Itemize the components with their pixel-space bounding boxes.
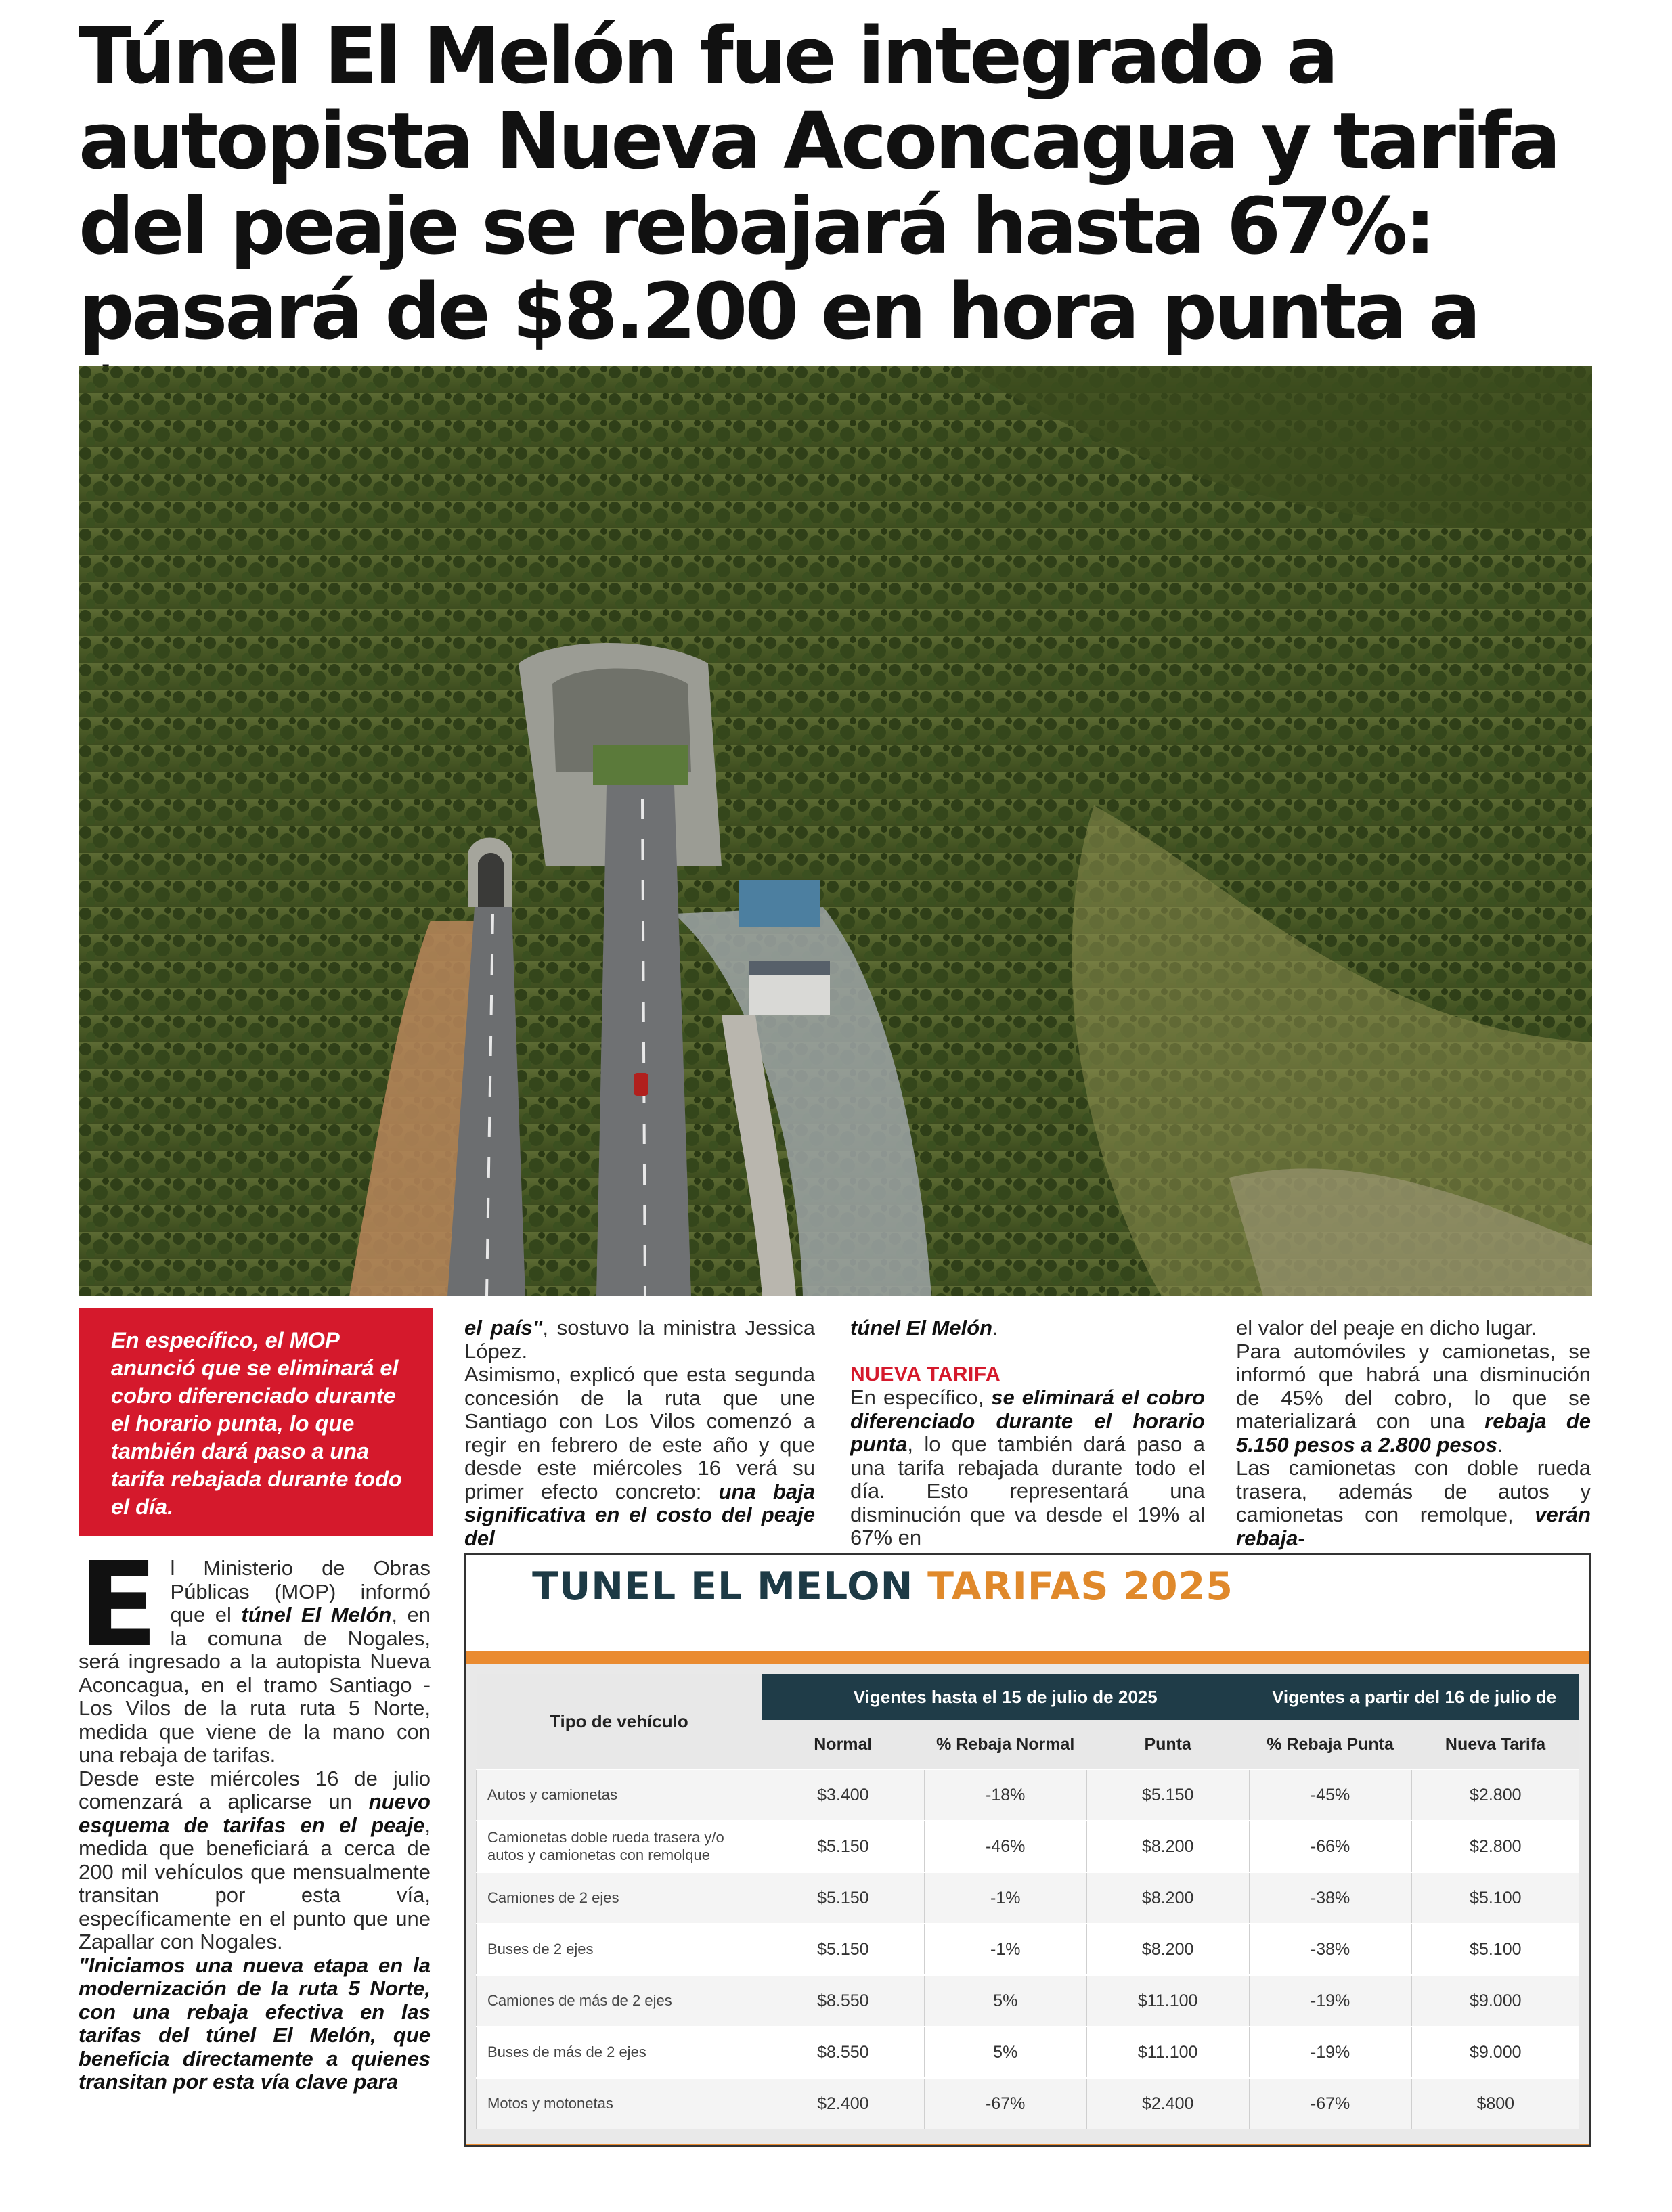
table-row: [477, 1821, 1580, 1872]
cell-vehicle: Autos y camionetas: [477, 1769, 762, 1821]
tunnel-aerial-illustration: [79, 366, 1592, 1296]
col4-emphasis: rebaja de 5.150 pesos a 2.800 pesos: [1236, 1409, 1591, 1457]
section-kicker: NUEVA TARIFA: [850, 1363, 1001, 1386]
header-rebaja-punta: % Rebaja Punta: [1249, 1720, 1411, 1769]
cell-rebaja-normal: -67%: [924, 2078, 1086, 2129]
cell-vehicle: Camiones de 2 ejes: [477, 1872, 762, 1924]
fares-title-part-1: TUNEL EL MELON: [532, 1564, 914, 1609]
col2-emphasis: una baja significativa en el costo del peaje del: [464, 1479, 815, 1550]
cell-normal: $5.150: [762, 1924, 924, 1975]
headline: Túnel El Melón fue integrado a autopista Nueva Aconcagua y tarifa del peaje se rebajará hasta 67%: pasará de $8.200 en hora punta a: [79, 11, 1558, 357]
col2-emphasis: el país": [464, 1316, 543, 1340]
cell-rebaja-punta: -45%: [1249, 1769, 1411, 1821]
fares-title-part-2: TARIFAS 2025: [927, 1564, 1233, 1609]
col4-emphasis: verán rebaja-: [1236, 1503, 1591, 1550]
cell-rebaja-punta: -66%: [1249, 1821, 1411, 1872]
col1-emphasis: nuevo esquema de tarifas en el peaje: [79, 1790, 431, 1837]
article-column-2: [464, 1317, 815, 1550]
cell-normal: $2.400: [762, 2078, 924, 2129]
cell-rebaja-normal: 5%: [924, 2027, 1086, 2078]
table-row: [477, 1872, 1580, 1924]
col2-text: Asimismo, explicó que esta segunda concesión de la ruta que une Santiago con Los Vilos comenzó a regir en febrero de este año y que desde este miércoles 16 verá su primer efecto concreto:: [464, 1363, 815, 1503]
cell-punta: $8.200: [1086, 1924, 1249, 1975]
cell-nueva-tarifa: $5.100: [1411, 1924, 1579, 1975]
col4-text: .: [1497, 1432, 1503, 1457]
header-nueva-tarifa: Nueva Tarifa: [1411, 1720, 1579, 1769]
table-row: [477, 2027, 1580, 2078]
col3-emphasis: túnel El Melón: [850, 1316, 993, 1340]
fares-table-box: [464, 1553, 1591, 2147]
cell-rebaja-normal: -46%: [924, 1821, 1086, 1872]
col1-emphasis: túnel El Melón: [241, 1603, 392, 1627]
cell-normal: $8.550: [762, 1975, 924, 2027]
article-column-4: [1236, 1317, 1591, 1550]
cell-punta: $8.200: [1086, 1872, 1249, 1924]
cell-punta: $11.100: [1086, 1975, 1249, 2027]
col1-text: , medida que beneficiará a cerca de 200 mil vehículos que mensualmente transitan por esta vía, específicamente en el punto que une Zapallar con Nogales.: [79, 1813, 431, 1953]
col1-text: Desde este miércoles 16 de julio comenzará a aplicarse un: [79, 1766, 431, 1813]
cell-rebaja-normal: 5%: [924, 1975, 1086, 2027]
cell-vehicle: Camiones de más de 2 ejes: [477, 1975, 762, 2027]
cell-rebaja-normal: -1%: [924, 1924, 1086, 1975]
cell-normal: $5.150: [762, 1872, 924, 1924]
cell-punta: $5.150: [1086, 1769, 1249, 1821]
minister-quote: "Iniciamos una nueva etapa en la modernización de la ruta 5 Norte, con una rebaja efectiva en las tarifas del túnel El Melón, que beneficia directamente a quienes transitan por esta vía clave para: [79, 1953, 431, 2094]
article-column-3: [850, 1317, 1205, 1550]
cell-nueva-tarifa: $2.800: [1411, 1821, 1579, 1872]
cell-rebaja-punta: -19%: [1249, 2027, 1411, 2078]
header-vehicle-type: Tipo de vehículo: [477, 1674, 762, 1769]
cell-nueva-tarifa: $800: [1411, 2078, 1579, 2129]
cell-normal: $5.150: [762, 1821, 924, 1872]
header-group-current: Vigentes hasta el 15 de julio de 2025: [762, 1674, 1249, 1720]
fares-table-title: [466, 1564, 1299, 1609]
cell-rebaja-punta: -19%: [1249, 1975, 1411, 2027]
cell-normal: $3.400: [762, 1769, 924, 1821]
cell-nueva-tarifa: $2.800: [1411, 1769, 1579, 1821]
cell-rebaja-punta: -38%: [1249, 1872, 1411, 1924]
col4-text: Para automóviles y camionetas, se informó que habrá una disminución de 45% del cobro, lo que se materializará con una: [1236, 1339, 1591, 1433]
cell-vehicle: Buses de 2 ejes: [477, 1924, 762, 1975]
cell-nueva-tarifa: $5.100: [1411, 1872, 1579, 1924]
col1-text: , en la comuna de Nogales, será ingresado a la autopista Nueva Aconcagua, en el tramo Santiago - Los Vilos de la ruta ruta 5 Norte, medida que viene de la mano con una rebaja de tarifas.: [79, 1603, 431, 1767]
cell-rebaja-punta: -67%: [1249, 2078, 1411, 2129]
cell-nueva-tarifa: $9.000: [1411, 1975, 1579, 2027]
table-row: [477, 1769, 1580, 1821]
cell-punta: $2.400: [1086, 2078, 1249, 2129]
cell-punta: $11.100: [1086, 2027, 1249, 2078]
cell-rebaja-normal: -1%: [924, 1872, 1086, 1924]
cell-vehicle: Buses de más de 2 ejes: [477, 2027, 762, 2078]
header-normal: Normal: [762, 1720, 924, 1769]
col2-text: , sostuvo la ministra Jessica López.: [464, 1316, 815, 1363]
tunnel-aerial-photo: [79, 366, 1592, 1296]
cell-punta: $8.200: [1086, 1821, 1249, 1872]
col4-text: Las camionetas con doble rueda trasera, además de autos y camionetas con remolque,: [1236, 1456, 1591, 1526]
article-column-1: [79, 1536, 431, 2094]
col3-emphasis: se eliminará el cobro diferenciado durante el horario punta: [850, 1386, 1205, 1456]
pull-quote-callout: En específico, el MOP anunció que se eliminará el cobro diferenciado durante el horario punta, lo que también dará paso a una tarifa rebajada durante todo el día.: [79, 1308, 433, 1536]
cell-normal: $8.550: [762, 2027, 924, 2078]
cell-nueva-tarifa: $9.000: [1411, 2027, 1579, 2078]
table-row: [477, 1924, 1580, 1975]
col3-text: , lo que también dará paso a una tarifa rebajada durante todo el día. Esto representará una disminución que va desde el 19% al 67% en: [850, 1432, 1205, 1549]
drop-cap: E: [79, 1536, 158, 1673]
table-row: [477, 2078, 1580, 2129]
cell-vehicle: Camionetas doble rueda trasera y/o autos y camionetas con remolque: [477, 1821, 762, 1872]
col3-text: En específico,: [850, 1386, 992, 1409]
cell-rebaja-normal: -18%: [924, 1769, 1086, 1821]
header-punta: Punta: [1086, 1720, 1249, 1769]
table-row: [477, 1975, 1580, 2027]
col4-text: el valor del peaje en dicho lugar.: [1236, 1316, 1537, 1340]
cell-rebaja-punta: -38%: [1249, 1924, 1411, 1975]
header-rebaja-normal: % Rebaja Normal: [924, 1720, 1086, 1769]
cell-vehicle: Motos y motonetas: [477, 2078, 762, 2129]
col3-text: .: [992, 1316, 998, 1340]
col1-text: l Ministerio de Obras Públicas (MOP) informó que el: [170, 1556, 431, 1627]
fares-table: [476, 1674, 1579, 2129]
header-group-new: Vigentes a partir del 16 de julio de: [1249, 1674, 1579, 1720]
